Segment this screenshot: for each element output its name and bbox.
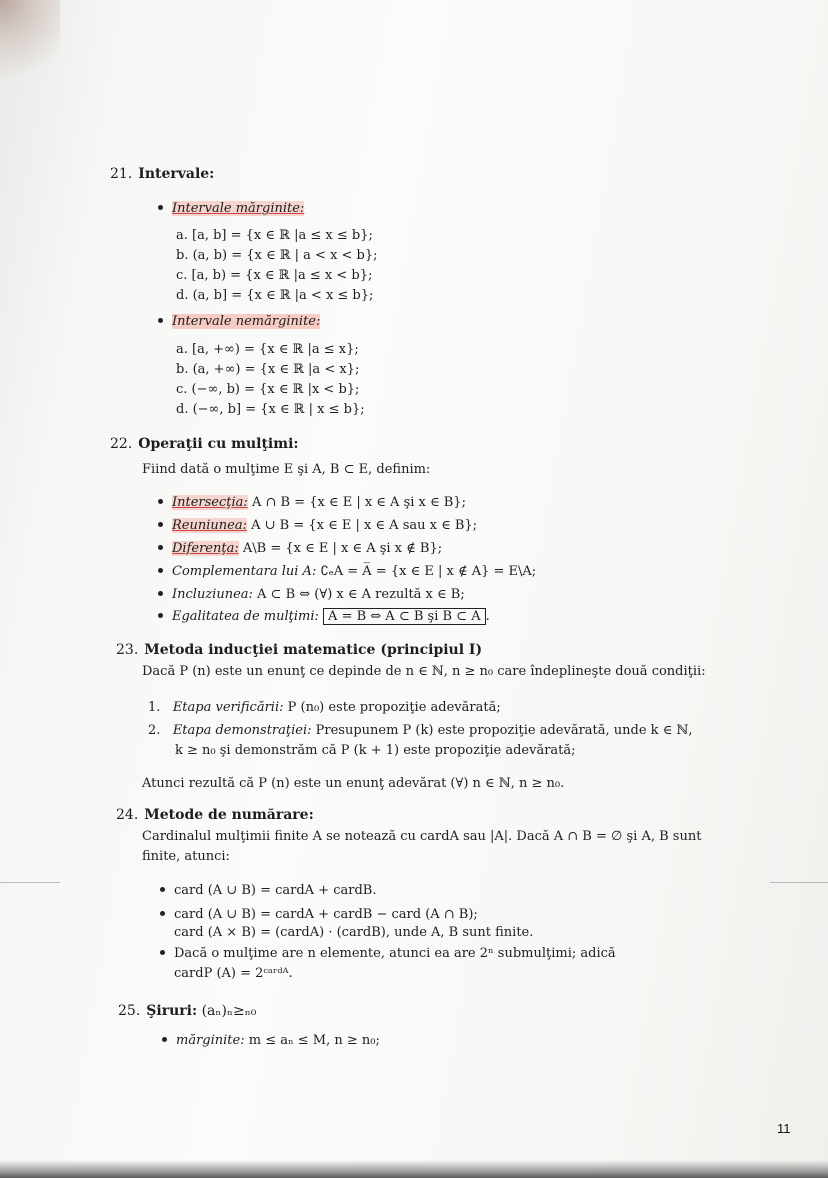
page-number: 11 [777,1121,791,1136]
counting-item-3-continued: cardP (A) = 2ᶜᵃʳᵈᴬ. [174,966,293,981]
bullet-icon [158,522,163,527]
unbounded-c: c. (−∞, b) = {x ∈ ℝ |x < b}; [176,382,360,397]
bullet-icon [158,613,163,618]
counting-intro-1: Cardinalul mulţimii finite A se notează cu cardA sau |A|. Dacă A ∩ B = ∅ şi A, B sunt [142,829,702,844]
unbounded-b: b. (a, +∞) = {x ∈ ℝ |a < x}; [176,362,360,377]
scan-mark [770,882,828,883]
bottom-shadow [0,1160,828,1178]
bullet-icon [162,1037,167,1042]
scan-mark [0,882,60,883]
section-title: Operaţii cu mulţimi: [138,436,299,452]
counting-item-2-continued: card (A × B) = (cardA) · (cardB), unde A, B sunt finite. [174,925,534,940]
bullet-icon [158,545,163,550]
section-24-heading [116,807,314,824]
section-number: 21. [110,166,133,182]
unbounded-a: a. [a, +∞) = {x ∈ ℝ |a ≤ x}; [176,342,359,357]
bounded-intervals-label: Intervale mărginite: [158,201,304,217]
induction-step-1: 1. Etapa verificării: P (n₀) este propoziţie adevărată; [148,700,501,715]
bullet-icon [158,568,163,573]
counting-item-2: card (A ∪ B) = cardA + cardB − card (A ∩ B); [160,907,478,923]
op-inclusion: Incluziunea: A ⊂ B ⇔ (∀) x ∈ A rezultă x ∈ B; [158,587,465,603]
induction-conclusion: Atunci rezultă că P (n) este un enunţ adevărat (∀) n ∈ ℕ, n ≥ n₀. [142,776,565,791]
section-title: Metode de numărare: [144,807,314,823]
op-equality: Egalitatea de mulţimi: A = B ⇔ A ⊂ B şi B ⊂ A . [158,609,490,625]
section-number: 25. [118,1003,141,1019]
bullet-icon [160,950,165,955]
counting-item-1: card (A ∪ B) = cardA + cardB. [160,883,376,899]
bounded-c: c. [a, b) = {x ∈ ℝ |a ≤ x < b}; [176,268,373,283]
section-22-heading [110,436,299,453]
op-difference: Diferenţa: A\B = {x ∈ E | x ∈ A şi x ∉ B}; [158,541,442,557]
section-23-heading [116,642,482,659]
section-title: Metoda inducţiei matematice (principiul I) [144,642,483,658]
counting-intro-2: finite, atunci: [142,849,230,864]
section-number: 22. [110,436,133,452]
section-number: 23. [116,642,139,658]
bullet-icon [158,318,163,323]
section-25-heading: 25. Şiruri: (aₙ)ₙ≥ₙ₀ [118,1003,257,1019]
op-union: Reuniunea: A ∪ B = {x ∈ E | x ∈ A sau x ∈ B}; [158,518,477,534]
section-number: 24. [116,807,139,823]
op-intersection: Intersecţia: A ∩ B = {x ∈ E | x ∈ A şi x ∈ B}; [158,495,466,511]
boxed-formula: A = B ⇔ A ⊂ B şi B ⊂ A [323,608,486,625]
bullet-icon [158,591,163,596]
sequences-bounded: mărginite: m ≤ aₙ ≤ M, n ≥ n₀; [162,1033,380,1049]
op-complement: Complementara lui A: ∁ₑA = A̅ = {x ∈ E | x ∉ A} = E\A; [158,564,536,580]
bounded-b: b. (a, b) = {x ∈ ℝ | a < x < b}; [176,248,378,263]
bullet-icon [158,499,163,504]
induction-step-2: 2. Etapa demonstraţiei: Presupunem P (k) este propoziţie adevărată, unde k ∈ ℕ, [148,723,693,738]
section-title: Şiruri: [146,1003,198,1019]
bounded-a: a. [a, b] = {x ∈ ℝ |a ≤ x ≤ b}; [176,228,373,243]
bullet-icon [160,887,165,892]
unbounded-d: d. (−∞, b] = {x ∈ ℝ | x ≤ b}; [176,402,365,417]
corner-shadow [0,0,60,80]
bullet-icon [160,911,165,916]
induction-step-2-continued: k ≥ n₀ şi demonstrăm că P (k + 1) este propoziţie adevărată; [175,743,576,758]
bounded-d: d. (a, b] = {x ∈ ℝ |a < x ≤ b}; [176,288,374,303]
unbounded-intervals-label: Intervale nemărginite: [158,314,320,330]
section-title: Intervale: [138,166,215,182]
bullet-icon [158,205,163,210]
section-21-heading [110,166,214,183]
counting-item-3: Dacă o mulţime are n elemente, atunci ea are 2ⁿ submulţimi; adică [160,946,616,962]
set-operations-intro: Fiind dată o mulţime E şi A, B ⊂ E, definim: [142,462,431,477]
induction-intro: Dacă P (n) este un enunţ ce depinde de n ∈ ℕ, n ≥ n₀ care îndeplineşte două condiţii: [142,664,706,679]
